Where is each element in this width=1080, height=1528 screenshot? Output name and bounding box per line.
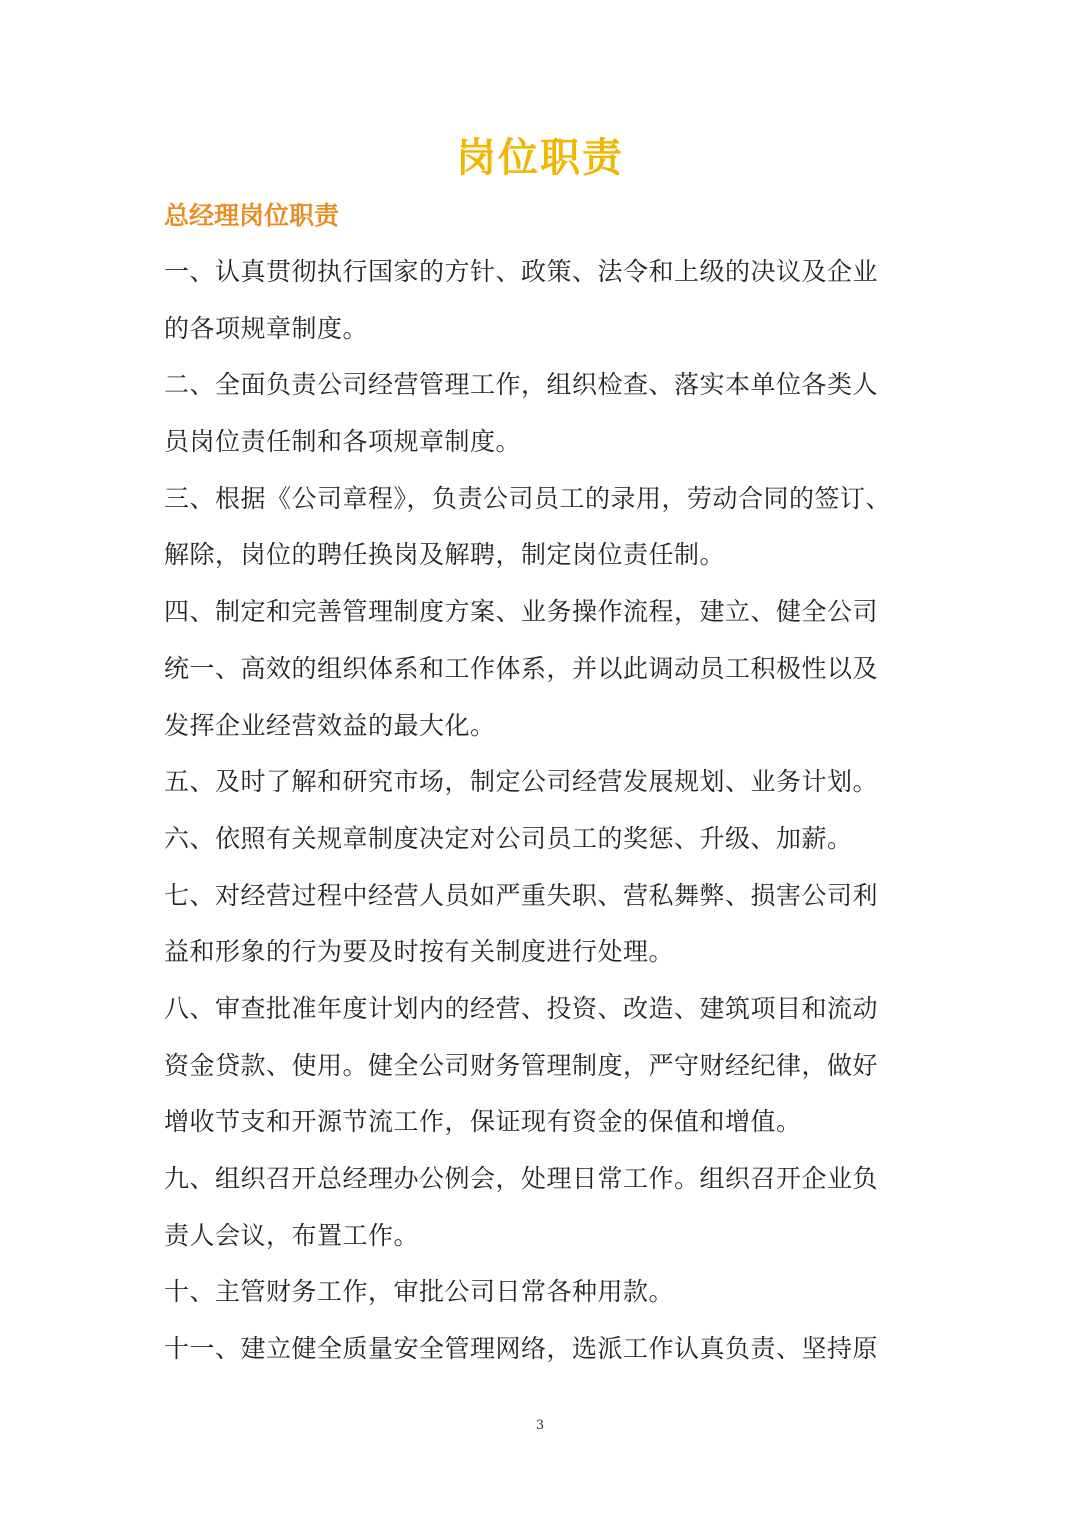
text-line: 统一、高效的组织体系和工作体系，并以此调动员工积极性以及 bbox=[164, 653, 879, 683]
text-line: 二、全面负责公司经营管理工作，组织检查、落实本单位各类人 bbox=[164, 370, 879, 400]
page-number: 3 bbox=[535, 1418, 545, 1433]
text-line: 四、制定和完善管理制度方案、业务操作流程，建立、健全公司 bbox=[164, 597, 879, 627]
text-line: 八、审查批准年度计划内的经营、投资、改造、建筑项目和流动 bbox=[164, 993, 879, 1023]
text-line: 一、认真贯彻执行国家的方针、政策、法令和上级的决议及企业 bbox=[164, 257, 879, 286]
text-line: 发挥企业经营效益的最大化。 bbox=[164, 710, 496, 740]
text-line: 的各项规章制度。 bbox=[164, 313, 369, 343]
text-line: 增收节支和开源节流工作，保证现有资金的保值和增值。 bbox=[164, 1107, 802, 1137]
section-heading: 总经理岗位职责 bbox=[164, 201, 340, 230]
text-line: 责人会议，布置工作。 bbox=[164, 1220, 420, 1250]
text-line: 益和形象的行为要及时按有关制度进行处理。 bbox=[164, 937, 675, 967]
text-line: 资金贷款、使用。健全公司财务管理制度，严守财经纪律，做好 bbox=[164, 1050, 879, 1080]
page-title: 岗位职责 bbox=[456, 135, 624, 181]
text-line: 七、对经营过程中经营人员如严重失职、营私舞弊、损害公司利 bbox=[164, 880, 879, 910]
text-line: 十一、建立健全质量安全管理网络，选派工作认真负责、坚持原 bbox=[164, 1334, 879, 1364]
text-line: 三、根据《公司章程》，负责公司员工的录用，劳动合同的签订、 bbox=[164, 483, 892, 513]
text-line: 解除，岗位的聘任换岗及解聘，制定岗位责任制。 bbox=[164, 540, 726, 570]
text-line: 六、依照有关规章制度决定对公司员工的奖惩、升级、加薪。 bbox=[164, 823, 853, 853]
body-text bbox=[164, 244, 924, 1378]
text-line: 九、组织召开总经理办公例会，处理日常工作。组织召开企业负 bbox=[164, 1164, 879, 1193]
text-line: 员岗位责任制和各项规章制度。 bbox=[164, 427, 522, 457]
text-line: 十、主管财务工作，审批公司日常各种用款。 bbox=[164, 1277, 675, 1307]
text-line: 五、及时了解和研究市场，制定公司经营发展规划、业务计划。 bbox=[164, 767, 879, 797]
